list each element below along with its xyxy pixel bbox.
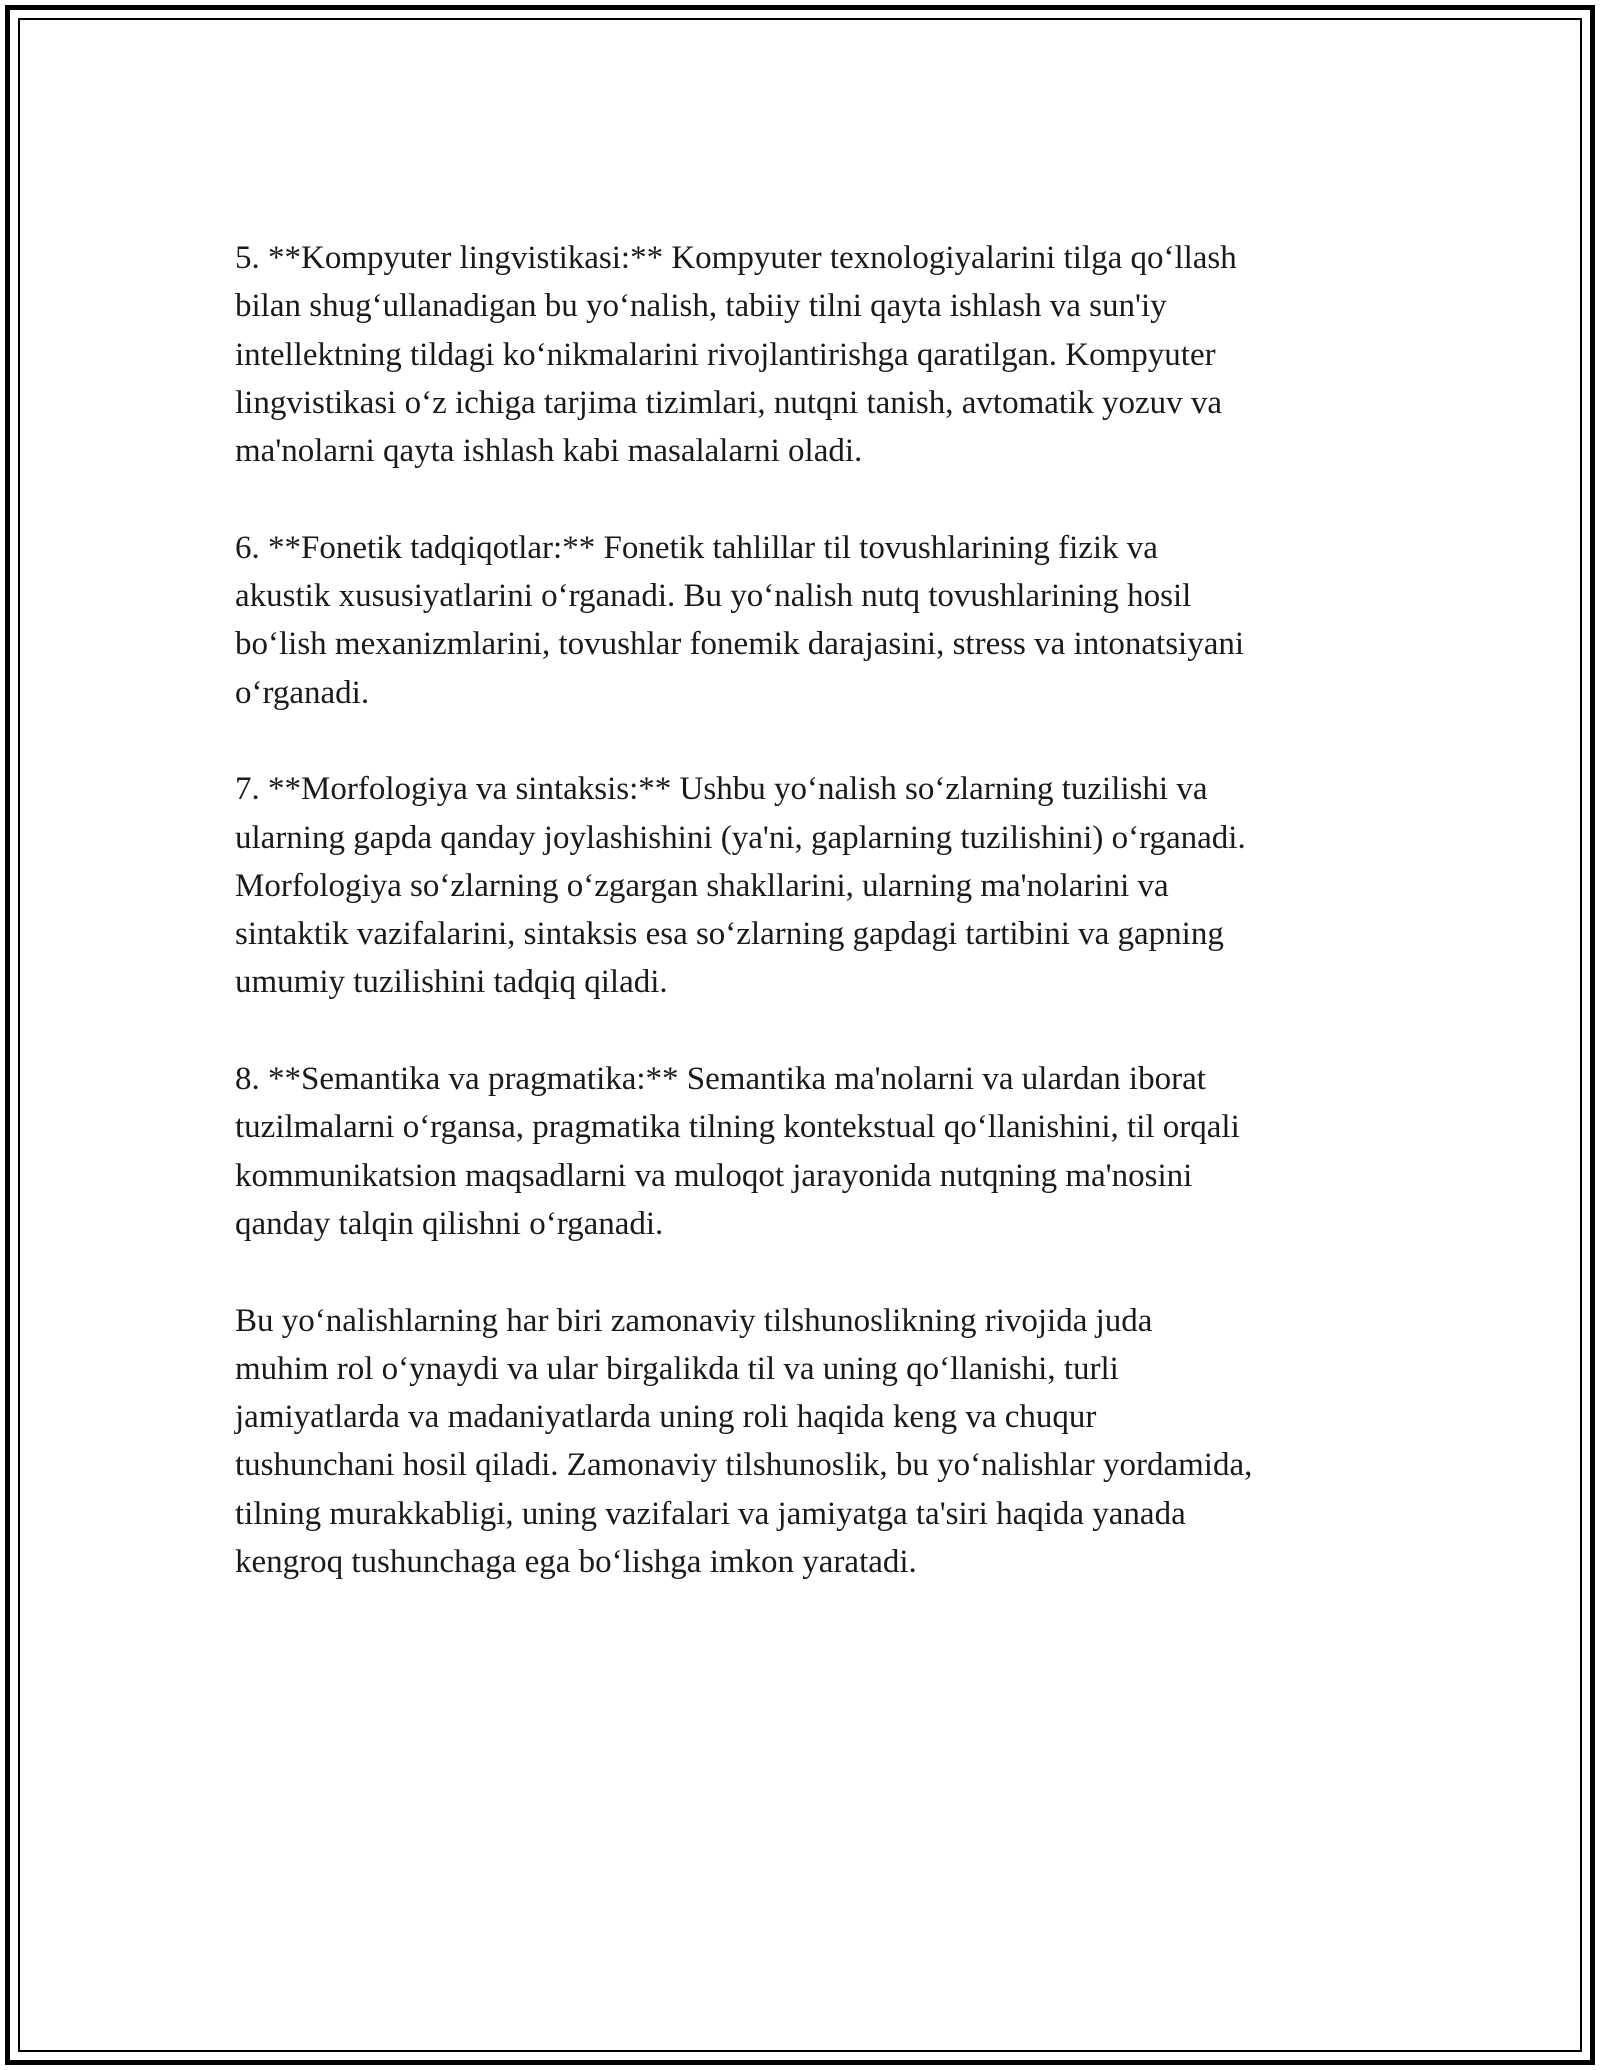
text-line: intellektning tildagi ko‘nikmalarini rivojlantirishga qaratilgan. Kompyuter [235,336,1216,373]
text-line: 6. **Fonetik tadqiqotlar:** Fonetik tahlillar til tovushlarining fizik va [235,529,1158,566]
paragraph-morfologiya-sintaksis [235,765,1375,1006]
paragraph-conclusion [235,1297,1375,1587]
text-line: kommunikatsion maqsadlarni va muloqot jarayonida nutqning ma'nosini [235,1157,1193,1194]
text-line: qanday talqin qilishni o‘rganadi. [235,1205,664,1242]
text-line: sintaktik vazifalarini, sintaksis esa so‘zlarning gapdagi tartibini va gapning [235,916,1224,953]
text-line: 8. **Semantika va pragmatika:** Semantika ma'nolarni va ulardan iborat [235,1061,1206,1098]
text-line: lingvistikasi o‘z ichiga tarjima tizimlari, nutqni tanish, avtomatik yozuv va [235,384,1223,421]
text-line: ma'nolarni qayta ishlash kabi masalalarni oladi. [235,433,863,470]
text-line: 7. **Morfologiya va sintaksis:** Ushbu yo‘nalish so‘zlarning tuzilishi va [235,771,1208,808]
text-line: Morfologiya so‘zlarning o‘zgargan shakllarini, ularning ma'nolarini va [235,867,1169,904]
text-line: jamiyatlarda va madaniyatlarda uning roli haqida keng va chuqur [235,1399,1097,1436]
text-line: muhim rol o‘ynaydi va ular birgalikda til va uning qo‘llanishi, turli [235,1350,1119,1387]
text-line: akustik xususiyatlarini o‘rganadi. Bu yo‘nalish nutq tovushlarining hosil [235,578,1192,615]
text-line: Bu yo‘nalishlarning har biri zamonaviy tilshunoslikning rivojida juda [235,1302,1153,1339]
paragraph-kompyuter-lingvistikasi [235,234,1375,475]
text-line: kengroq tushunchaga ega bo‘lishga imkon yaratadi. [235,1544,917,1581]
text-line: umumiy tuzilishini tadqiq qiladi. [235,964,668,1001]
text-line: bilan shug‘ullanadigan bu yo‘nalish, tabiiy tilni qayta ishlash va sun'iy [235,288,1167,325]
text-line: tushunchani hosil qiladi. Zamonaviy tilshunoslik, bu yo‘nalishlar yordamida, [235,1447,1253,1484]
text-line: tuzilmalarni o‘rgansa, pragmatika tilning kontekstual qo‘llanishini, til orqali [235,1109,1240,1146]
text-line: tilning murakkabligi, uning vazifalari va jamiyatga ta'siri haqida yanada [235,1495,1186,1532]
text-line: 5. **Kompyuter lingvistikasi:** Kompyuter texnologiyalarini tilga qo‘llash [235,240,1237,276]
paragraph-fonetik-tadqiqotlar [235,524,1375,717]
text-line: ularning gapda qanday joylashishini (ya'ni, gaplarning tuzilishini) o‘rganadi. [235,819,1246,856]
text-line: bo‘lish mexanizmlarini, tovushlar fonemik darajasini, stress va intonatsiyani [235,626,1245,663]
paragraph-semantika-pragmatika [235,1055,1375,1248]
text-line: o‘rganadi. [235,674,370,711]
document-body [235,234,1375,1586]
